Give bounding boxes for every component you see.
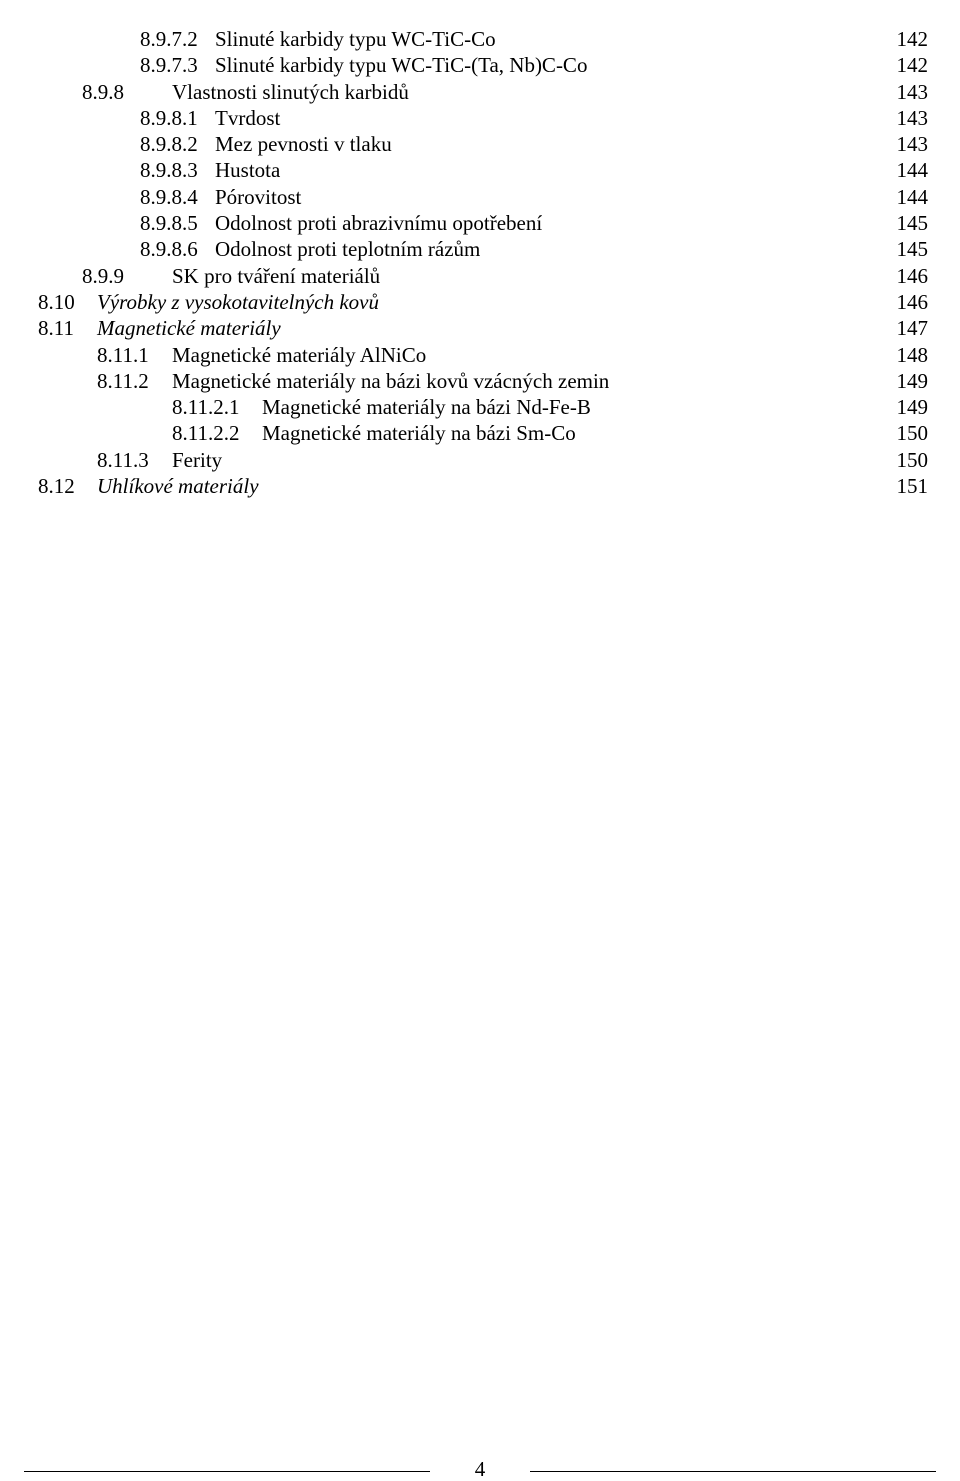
toc-entry-title: Výrobky z vysokotavitelných kovů <box>97 289 380 314</box>
toc-entry[interactable] <box>0 315 960 341</box>
toc-entry-page: 148 <box>896 342 928 367</box>
toc-entry-title: Ferity <box>172 447 223 472</box>
toc-entry-page: 151 <box>896 474 928 499</box>
toc-entry-page: 142 <box>896 27 928 51</box>
toc-entry[interactable] <box>0 52 960 78</box>
toc-entry-number: 8.11.1 <box>97 342 149 367</box>
toc-entry-number: 8.9.8.6 <box>140 237 198 262</box>
toc-entry-title: Pórovitost <box>215 184 302 209</box>
toc-entry[interactable] <box>0 263 960 289</box>
page-footer <box>0 1457 960 1481</box>
toc-entry[interactable] <box>0 447 960 473</box>
toc-entry[interactable] <box>0 210 960 236</box>
toc-entry-title: Magnetické materiály na bázi Sm-Co <box>262 421 576 446</box>
table-of-contents <box>0 26 960 499</box>
toc-entry[interactable] <box>0 394 960 420</box>
toc-entry-title: Vlastnosti slinutých karbidů <box>172 79 409 104</box>
toc-entry-page: 143 <box>896 132 928 157</box>
toc-entry-number: 8.9.7.3 <box>140 53 198 78</box>
toc-entry-number: 8.9.7.2 <box>140 27 198 51</box>
toc-entry-page: 145 <box>896 237 928 262</box>
toc-entry-number: 8.9.8.4 <box>140 184 198 209</box>
toc-entry-page: 144 <box>896 158 928 183</box>
toc-entry-number: 8.9.8.5 <box>140 211 198 236</box>
toc-entry[interactable] <box>0 184 960 210</box>
toc-entry-page: 146 <box>896 289 928 314</box>
toc-entry[interactable] <box>0 131 960 157</box>
toc-entry-page: 149 <box>896 368 928 393</box>
toc-entry-page: 149 <box>896 395 928 420</box>
toc-entry-page: 150 <box>896 447 928 472</box>
toc-entry-page: 150 <box>896 421 928 446</box>
page-number: 4 <box>474 1457 486 1481</box>
toc-entry-page: 143 <box>896 79 928 104</box>
toc-entry-title: Tvrdost <box>215 105 281 130</box>
toc-entry-title: Magnetické materiály AlNiCo <box>172 342 427 367</box>
toc-entry-page: 147 <box>896 316 928 341</box>
toc-entry-number: 8.9.9 <box>82 263 124 288</box>
toc-entry-title: Mez pevnosti v tlaku <box>215 132 392 157</box>
toc-entry-page: 145 <box>896 211 928 236</box>
toc-entry-title: Magnetické materiály na bázi Nd-Fe-B <box>262 395 591 420</box>
toc-entry-title: Uhlíkové materiály <box>97 474 259 499</box>
toc-entry[interactable] <box>0 289 960 315</box>
toc-entry-title: Hustota <box>215 158 281 183</box>
toc-entry[interactable] <box>0 157 960 183</box>
toc-entry-number: 8.11.2 <box>97 368 149 393</box>
toc-entry-title: Odolnost proti abrazivnímu opotřebení <box>215 211 543 236</box>
toc-entry-number: 8.12 <box>38 474 75 499</box>
toc-entry-title: Magnetické materiály <box>97 316 281 341</box>
toc-entry-number: 8.9.8 <box>82 79 124 104</box>
toc-entry[interactable] <box>0 236 960 262</box>
toc-entry-number: 8.11.3 <box>97 447 149 472</box>
toc-entry-number: 8.10 <box>38 289 75 314</box>
toc-entry-number: 8.9.8.2 <box>140 132 198 157</box>
footer-divider-right <box>530 1471 936 1472</box>
toc-entry-number: 8.9.8.1 <box>140 105 198 130</box>
toc-entry-number: 8.11.2.2 <box>172 421 240 446</box>
toc-entry-page: 146 <box>896 263 928 288</box>
toc-entry-title: Slinuté karbidy typu WC-TiC-(Ta, Nb)C-Co <box>215 53 588 78</box>
toc-entry-title: SK pro tváření materiálů <box>172 263 381 288</box>
toc-entry-page: 144 <box>896 184 928 209</box>
toc-entry[interactable] <box>0 105 960 131</box>
toc-entry-title: Odolnost proti teplotním rázům <box>215 237 481 262</box>
toc-entry[interactable] <box>0 420 960 446</box>
toc-entry-title: Slinuté karbidy typu WC-TiC-Co <box>215 27 496 51</box>
toc-entry[interactable] <box>0 79 960 105</box>
toc-entry-number: 8.11 <box>38 316 74 341</box>
toc-entry-title: Magnetické materiály na bázi kovů vzácných zemin <box>172 368 610 393</box>
toc-entry-number: 8.9.8.3 <box>140 158 198 183</box>
toc-entry-number: 8.11.2.1 <box>172 395 240 420</box>
toc-entry[interactable] <box>0 473 960 499</box>
toc-entry[interactable] <box>0 26 960 52</box>
toc-entry-page: 142 <box>896 53 928 78</box>
toc-entry[interactable] <box>0 368 960 394</box>
toc-entry-page: 143 <box>896 105 928 130</box>
toc-entry[interactable] <box>0 342 960 368</box>
